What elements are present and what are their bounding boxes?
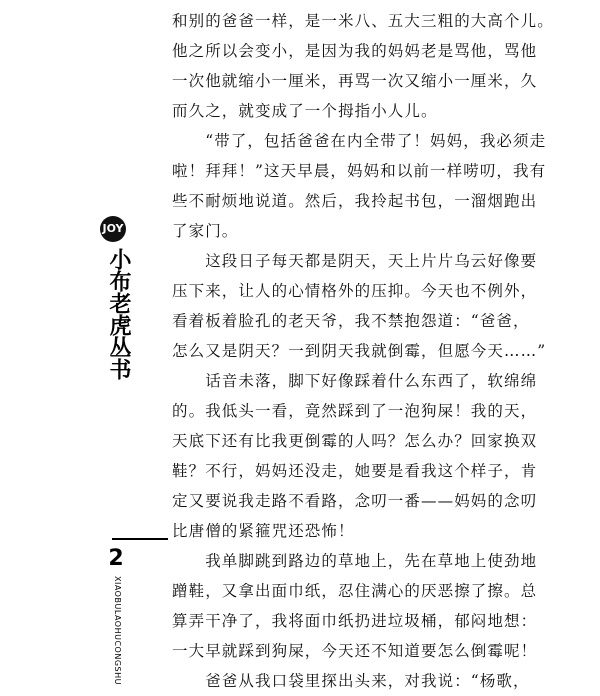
body-text xyxy=(172,6,592,696)
text-line: 啦！拜拜！”这天早晨，妈妈和以前一样唠叨，我有 xyxy=(172,162,547,180)
text-line: 一大早就踩到狗屎，今天还不知道要怎么倒霉呢！ xyxy=(172,642,538,660)
text-line: 爸爸从我口袋里探出头来，对我说：“杨歌， xyxy=(172,672,530,690)
text-line: 蹭鞋，又拿出面巾纸，忍住满心的厌恶擦了擦。总 xyxy=(172,582,538,600)
spine-divider xyxy=(112,538,168,540)
text-line: “带了，包括爸爸在内全带了！妈妈，我必须走 xyxy=(172,132,547,150)
text-line: 而久之，就变成了一个拇指小人儿。 xyxy=(172,102,438,120)
page-number: 2 xyxy=(108,546,124,571)
text-line: 算弄干净了，我将面巾纸扔进垃圾桶，郁闷地想： xyxy=(172,612,538,630)
text-line: 比唐僧的紧箍咒还恐怖！ xyxy=(172,522,355,540)
text-line: 压下来，让人的心情格外的压抑。今天也不例外， xyxy=(172,282,538,300)
text-line: 我单脚跳到路边的草地上，先在草地上使劲地 xyxy=(172,552,538,570)
text-line: 和别的爸爸一样，是一米八、五大三粗的大高个儿。 xyxy=(172,12,554,30)
series-pinyin: XIAOBULAOHUCONGSHU xyxy=(113,576,122,685)
text-line: 怎么又是阴天？一到阴天我就倒霉，但愿今天……” xyxy=(172,342,547,360)
text-line: 他之所以会变小，是因为我的妈妈老是骂他，骂他 xyxy=(172,42,538,60)
text-line: 了家门。 xyxy=(172,222,239,240)
text-line: 话音未落，脚下好像踩着什么东西了，软绵绵 xyxy=(172,372,538,390)
book-spine xyxy=(96,210,136,685)
series-title: 小布老虎丛书 xyxy=(106,248,131,380)
text-line: 看着板着脸孔的老天爷，我不禁抱怨道：“爸爸， xyxy=(172,312,530,330)
text-line: 的。我低头一看，竟然踩到了一泡狗屎！我的天， xyxy=(172,402,538,420)
text-line: 这段日子每天都是阴天，天上片片乌云好像要 xyxy=(172,252,538,270)
series-logo-icon: JOY xyxy=(100,216,126,242)
text-line: 天底下还有比我更倒霉的人吗？怎么办？回家换双 xyxy=(172,432,538,450)
text-line: 鞋？不行，妈妈还没走，她要是看我这个样子，肯 xyxy=(172,462,538,480)
text-line: 些不耐烦地说道。然后，我拎起书包，一溜烟跑出 xyxy=(172,192,538,210)
text-line: 定又要说我走路不看路，念叨一番——妈妈的念叨 xyxy=(172,492,538,510)
text-line: 一次他就缩小一厘米，再骂一次又缩小一厘米，久 xyxy=(172,72,538,90)
